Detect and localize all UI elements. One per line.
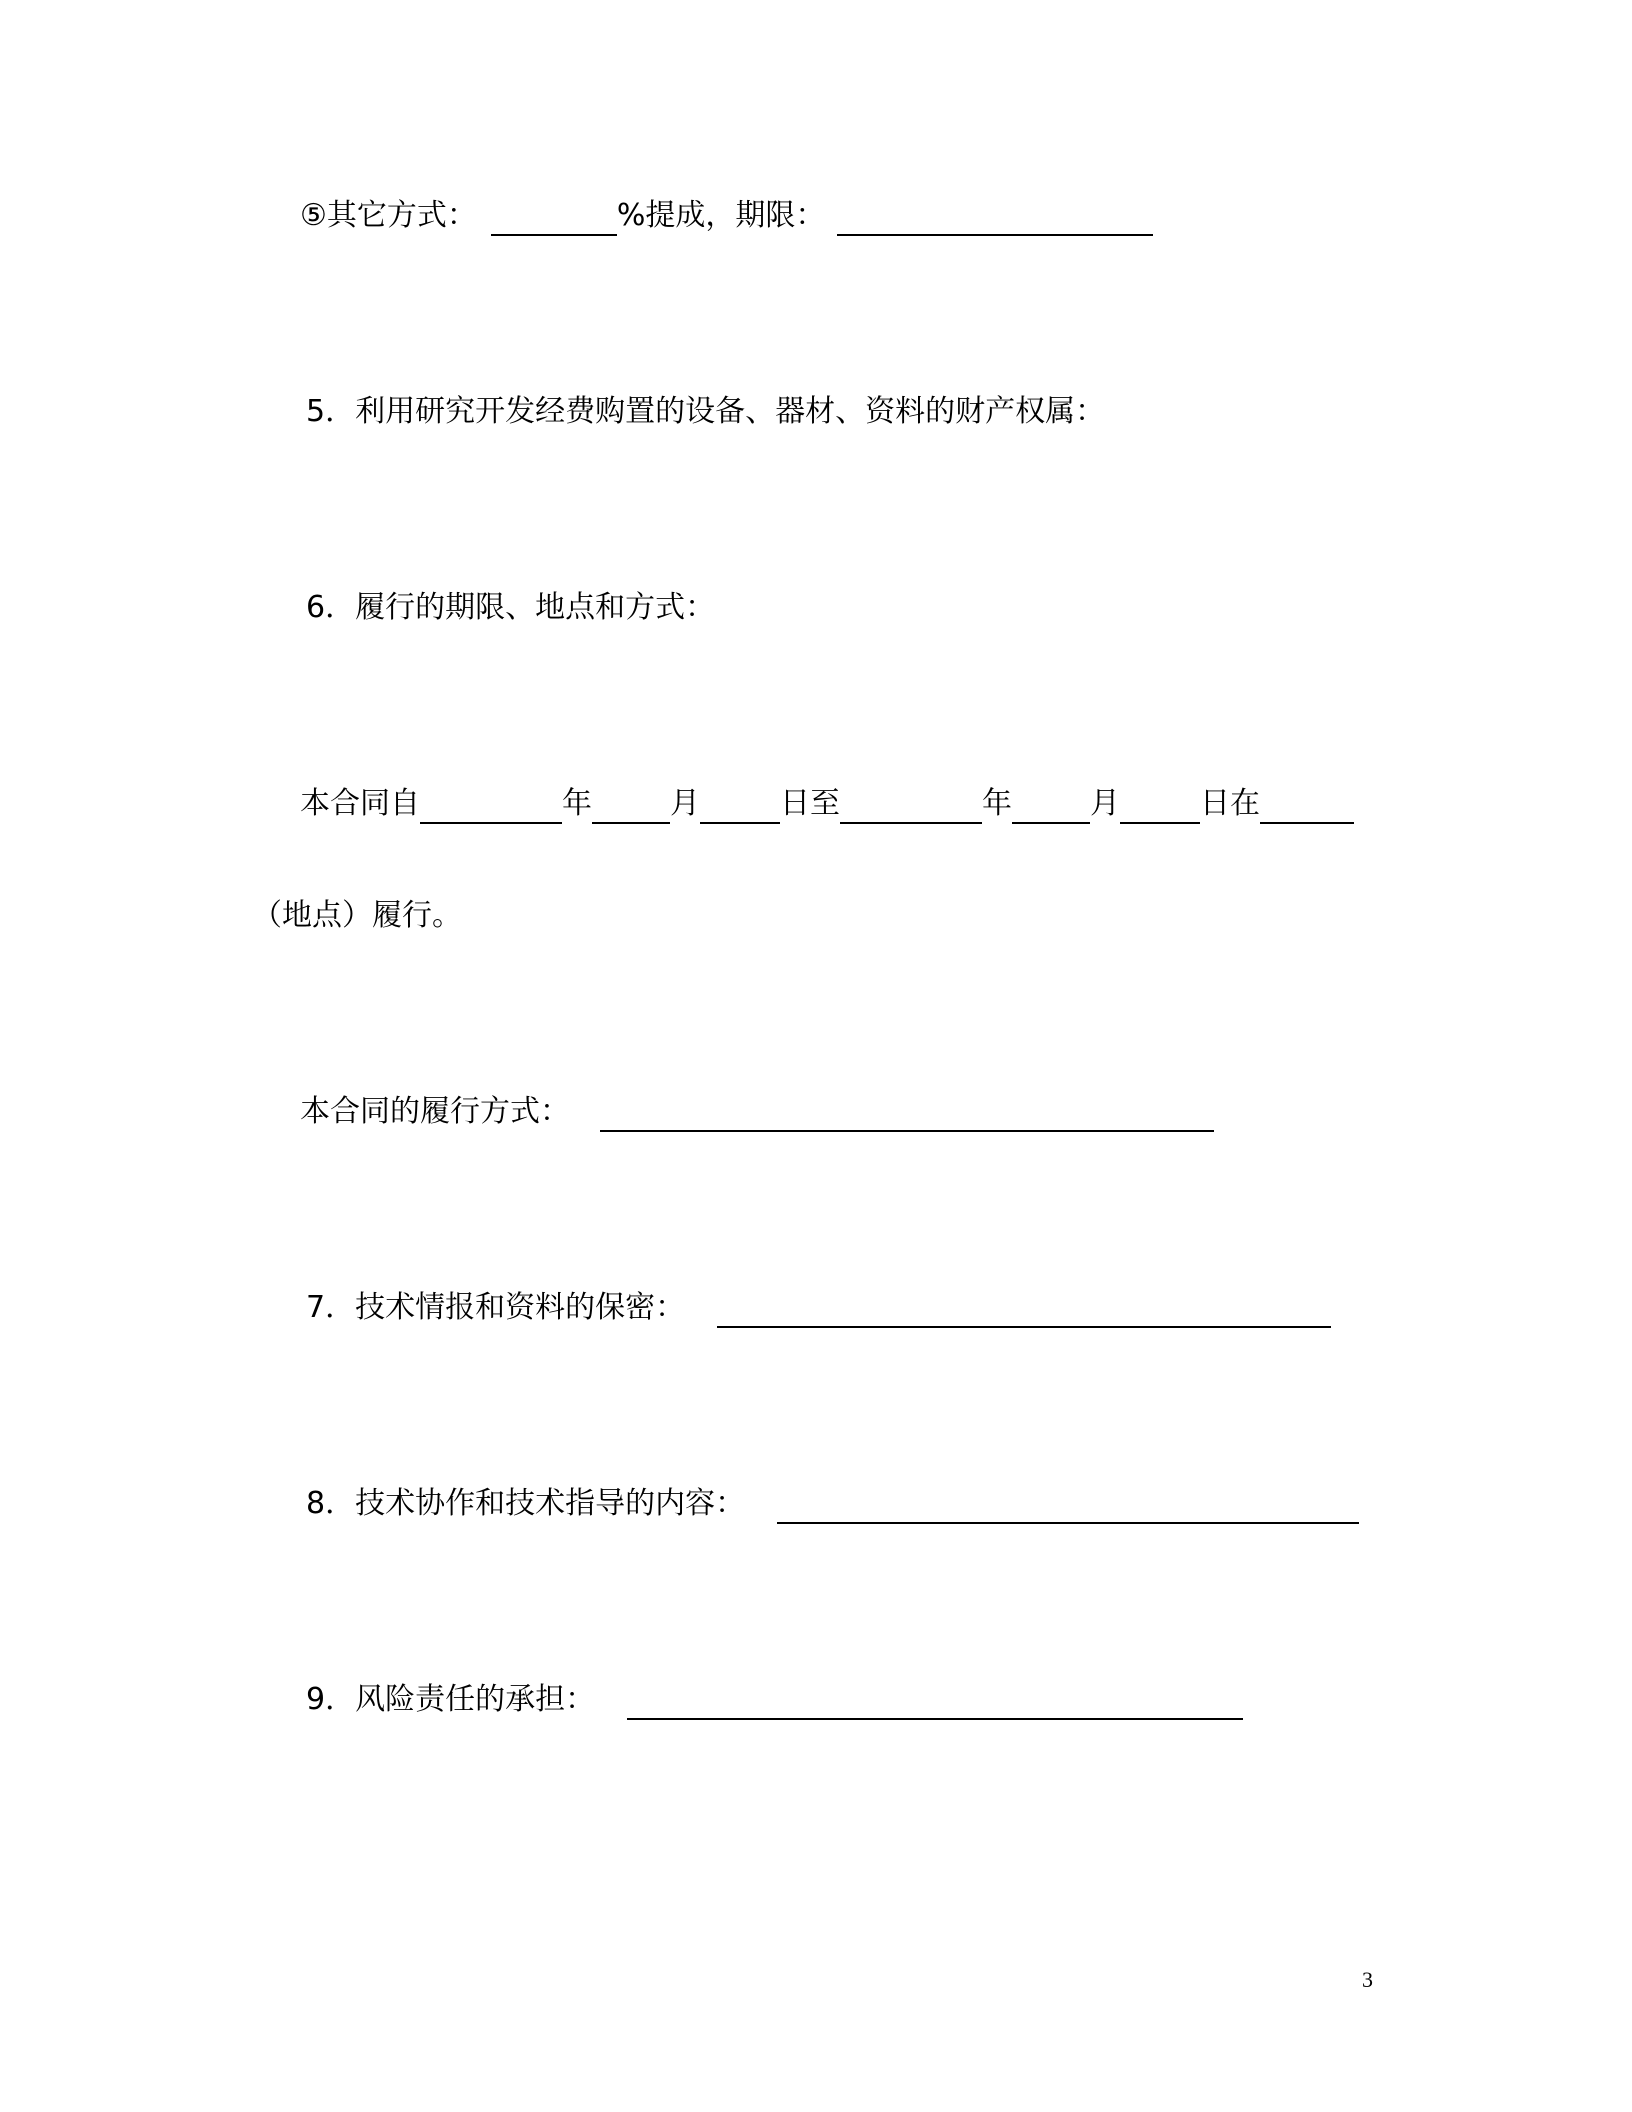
commission-rate-blank[interactable] bbox=[491, 196, 617, 236]
item-9-label: 9．风险责任的承担： bbox=[306, 1682, 596, 1717]
end-year-blank[interactable] bbox=[840, 784, 982, 824]
day-to-label: 日至 bbox=[780, 786, 840, 821]
end-month-unit: 月 bbox=[1090, 786, 1120, 821]
performance-method-line bbox=[300, 1092, 1214, 1132]
item-5-property-rights: 5．利用研究开发经费购置的设备、器材、资料的财产权属： bbox=[306, 394, 1106, 429]
end-year-unit: 年 bbox=[982, 786, 1012, 821]
other-method-line bbox=[300, 196, 1153, 236]
item-7-label: 7．技术情报和资料的保密： bbox=[306, 1290, 686, 1325]
tech-guidance-blank[interactable] bbox=[777, 1484, 1359, 1524]
end-month-blank[interactable] bbox=[1012, 784, 1090, 824]
item-9-risk-line bbox=[306, 1680, 1243, 1720]
period-prefix: 本合同自 bbox=[300, 786, 420, 821]
performance-method-label: 本合同的履行方式： bbox=[300, 1094, 570, 1129]
start-day-blank[interactable] bbox=[700, 784, 780, 824]
contract-period-line bbox=[300, 784, 1354, 824]
commission-term-label: %提成，期限： bbox=[616, 198, 826, 233]
location-blank[interactable] bbox=[1260, 784, 1354, 824]
item-8-tech-guidance-line bbox=[306, 1484, 1359, 1524]
end-day-blank[interactable] bbox=[1120, 784, 1200, 824]
item-6-performance: 6．履行的期限、地点和方式： bbox=[306, 590, 716, 625]
other-method-label: ⑤其它方式： bbox=[300, 198, 477, 233]
start-month-unit: 月 bbox=[670, 786, 700, 821]
day-at-label: 日在 bbox=[1200, 786, 1260, 821]
risk-responsibility-blank[interactable] bbox=[627, 1680, 1243, 1720]
item-7-confidentiality-line bbox=[306, 1288, 1331, 1328]
commission-term-blank[interactable] bbox=[837, 196, 1153, 236]
start-month-blank[interactable] bbox=[592, 784, 670, 824]
start-year-blank[interactable] bbox=[420, 784, 562, 824]
item-8-label: 8．技术协作和技术指导的内容： bbox=[306, 1486, 746, 1521]
confidentiality-blank[interactable] bbox=[717, 1288, 1331, 1328]
start-year-unit: 年 bbox=[562, 786, 592, 821]
location-continuation: （地点）履行。 bbox=[252, 898, 462, 933]
page-number: 3 bbox=[1362, 1967, 1373, 1992]
performance-method-blank[interactable] bbox=[600, 1092, 1214, 1132]
